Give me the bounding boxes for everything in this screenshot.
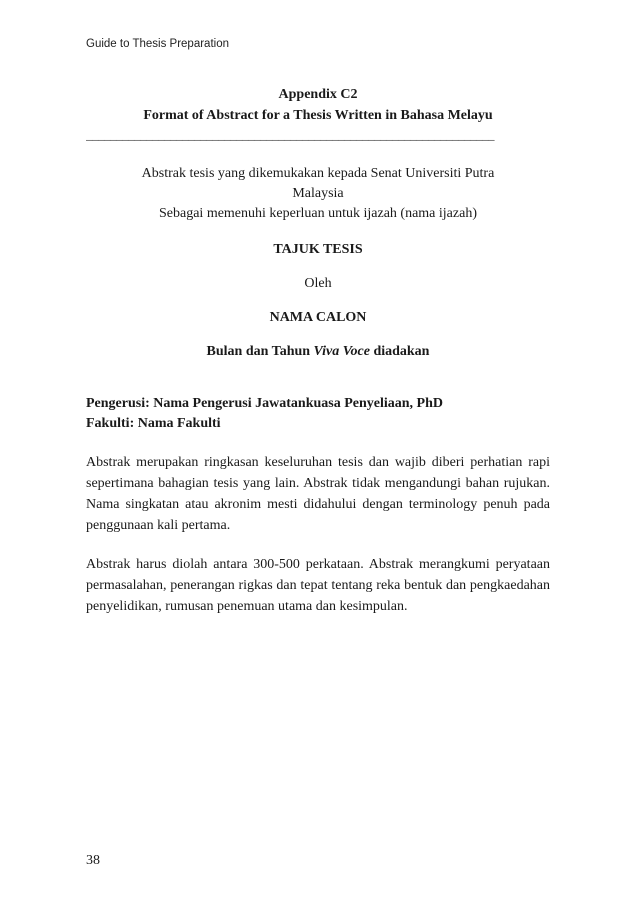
- date-line-italic: Viva Voce: [313, 344, 370, 359]
- thesis-title: TAJUK TESIS: [273, 242, 363, 257]
- page-body: [86, 84, 550, 631]
- submission-line-2: Malaysia: [292, 186, 344, 201]
- date-line-before: Bulan dan Tahun: [206, 344, 314, 359]
- viva-date-line: [86, 344, 550, 360]
- abstract-paragraph: Abstrak merupakan ringkasan keseluruhan tesis dan wajib diberi perhatian rapi sepertimana bahagian tesis yang lain. Abstrak tidak mengandungi bahan rujukan. Nama singkatan atau akronim mesti didahului dengan terminology penuh pada penggunaan kali pertama.: [86, 455, 550, 533]
- submission-statement: [86, 164, 550, 224]
- appendix-title: Format of Abstract for a Thesis Written in Bahasa Melayu: [143, 108, 493, 123]
- running-header: Guide to Thesis Preparation: [86, 38, 229, 50]
- horizontal-rule: ____________________________________________________________________: [86, 128, 494, 142]
- appendix-label: Appendix C2: [278, 87, 358, 102]
- chair-line: Pengerusi: Nama Pengerusi Jawatankuasa Penyeliaan, PhD: [86, 396, 443, 411]
- submission-line-3: Sebagai memenuhi keperluan untuk ijazah (nama ijazah): [159, 206, 477, 221]
- page-number: 38: [86, 853, 100, 868]
- date-line-after: diadakan: [369, 344, 430, 359]
- submission-line-1: Abstrak tesis yang dikemukakan kepada Senat Universiti Putra: [141, 166, 495, 181]
- candidate-name: NAMA CALON: [269, 310, 367, 325]
- appendix-heading: [86, 84, 550, 126]
- by-label: Oleh: [304, 276, 332, 291]
- committee-info: [86, 394, 550, 434]
- abstract-paragraph: Abstrak harus diolah antara 300-500 perkataan. Abstrak merangkumi peryataan permasalahan, penerangan rigkas dan tepat tentang reka bentuk dan pengkaedahan penyelidikan, rumusan penemuan utama dan kesimpulan.: [86, 557, 550, 614]
- faculty-line: Fakulti: Nama Fakulti: [86, 416, 221, 431]
